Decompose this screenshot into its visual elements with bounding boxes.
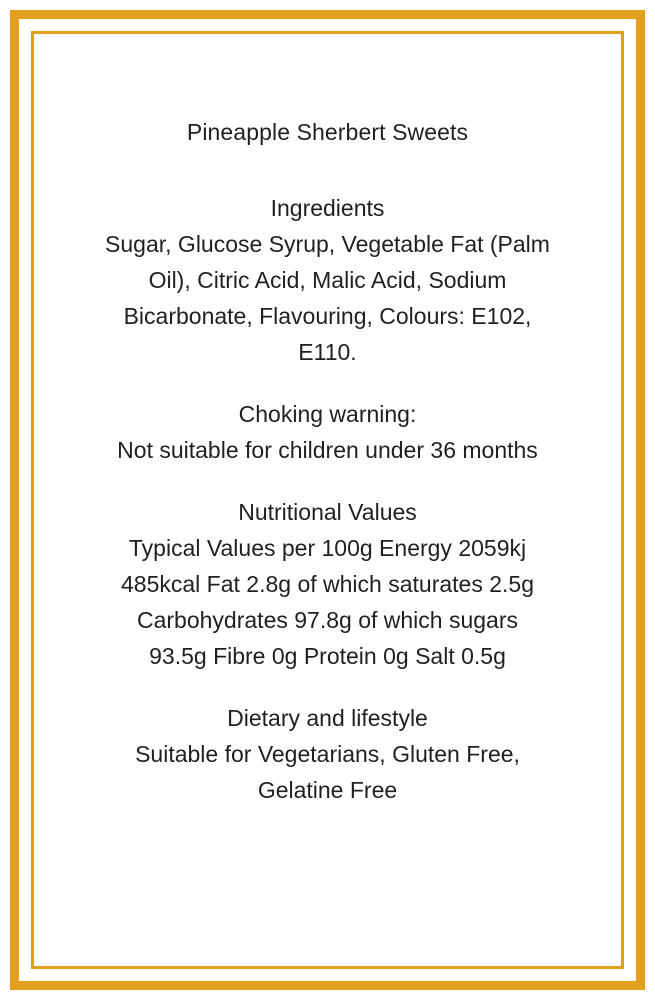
section-body <box>48 432 607 468</box>
section-dietary-lifestyle <box>48 700 607 808</box>
body-line: Oil), Citric Acid, Malic Acid, Sodium <box>148 267 507 293</box>
product-title-block <box>48 114 607 150</box>
section-ingredients <box>48 190 607 370</box>
body-line: E110. <box>298 339 357 365</box>
body-line: 485kcal Fat 2.8g of which saturates 2.5g <box>121 571 534 597</box>
label-content <box>48 48 607 952</box>
section-heading: Nutritional Values <box>238 499 417 525</box>
body-line: Typical Values per 100g Energy 2059kj <box>128 535 527 561</box>
product-title: Pineapple Sherbert Sweets <box>186 119 469 145</box>
section-body <box>48 530 607 674</box>
body-line: 93.5g Fibre 0g Protein 0g Salt 0.5g <box>149 643 506 669</box>
body-line: Gelatine Free <box>257 777 398 803</box>
body-line: Not suitable for children under 36 months <box>117 437 538 463</box>
section-choking-warning <box>48 396 607 468</box>
section-nutritional-values <box>48 494 607 674</box>
section-heading: Choking warning: <box>238 401 417 427</box>
body-line: Sugar, Glucose Syrup, Vegetable Fat (Palm <box>105 231 550 257</box>
section-heading: Dietary and lifestyle <box>227 705 428 731</box>
section-body <box>48 736 607 808</box>
body-line: Carbohydrates 97.8g of which sugars <box>137 607 518 633</box>
body-line: Bicarbonate, Flavouring, Colours: E102, <box>123 303 532 329</box>
section-body <box>48 226 607 370</box>
section-heading: Ingredients <box>270 195 385 221</box>
body-line: Suitable for Vegetarians, Gluten Free, <box>135 741 520 767</box>
